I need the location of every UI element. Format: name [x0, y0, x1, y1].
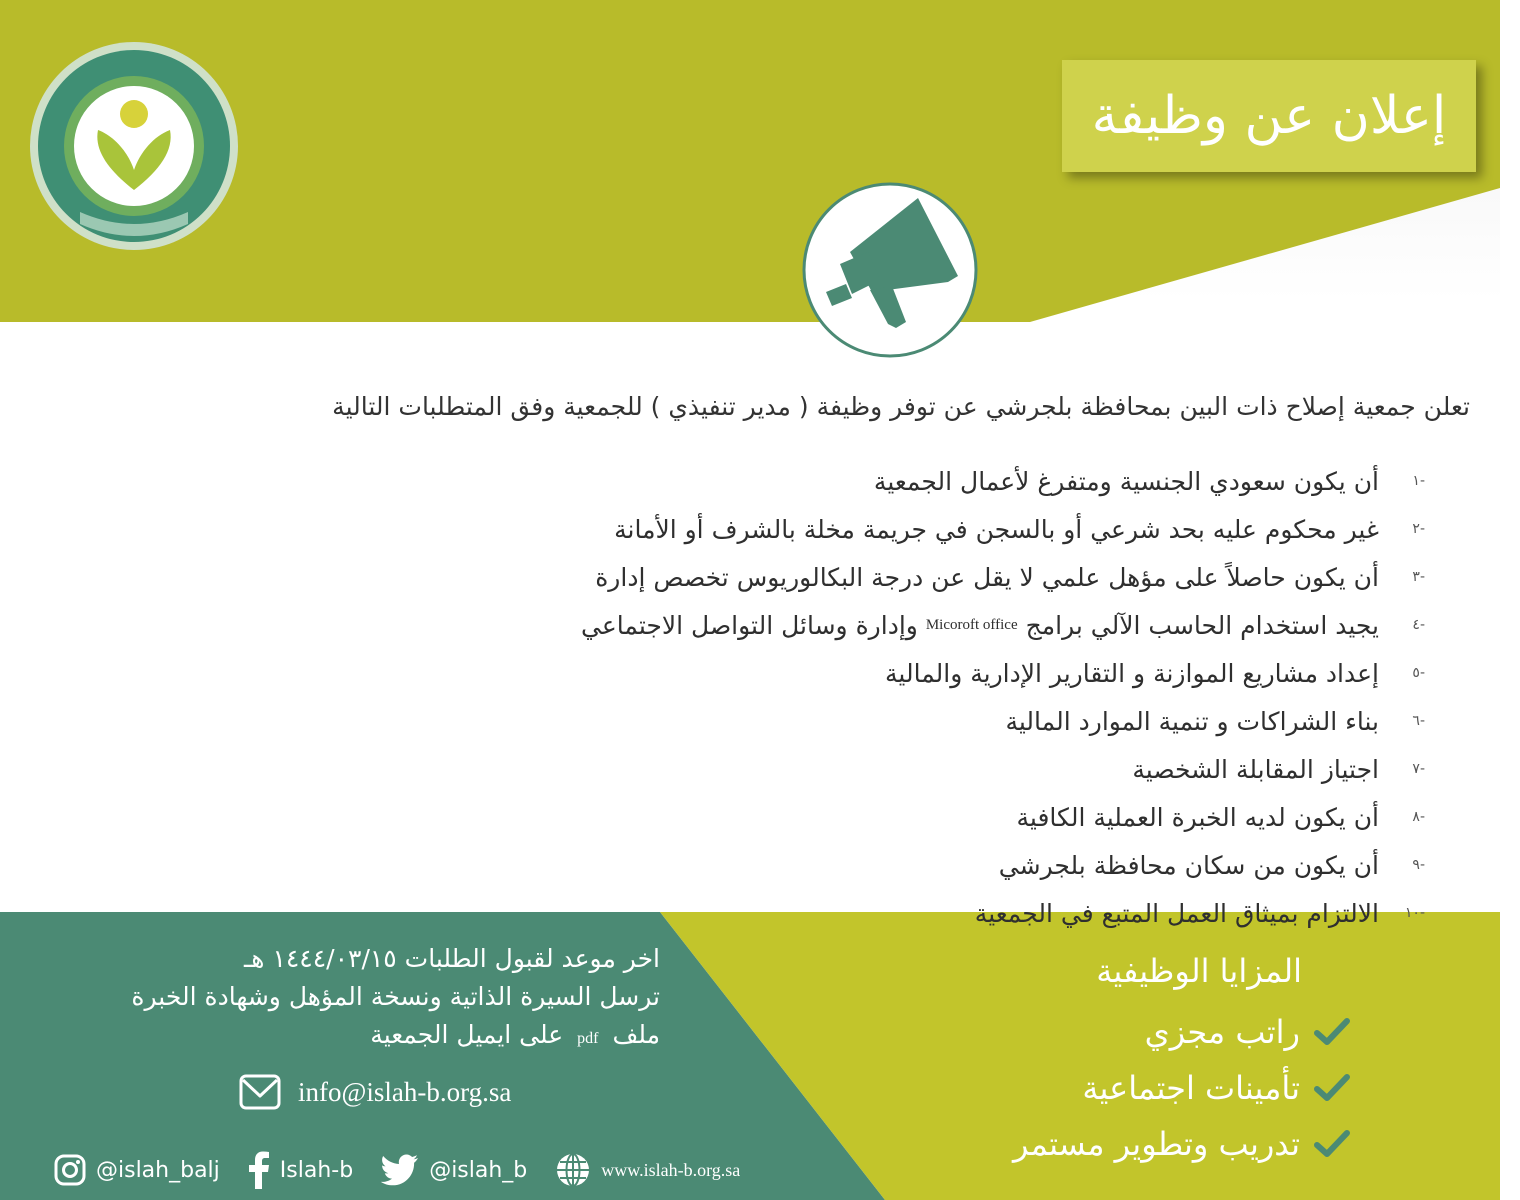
list-item: [581, 697, 1425, 745]
item-number: -٤: [1412, 617, 1425, 633]
item-text-before: يجيد استخدام الحاسب الآلي برامج: [1025, 610, 1379, 640]
item-text: أن يكون حاصلاً على مؤهل علمي لا يقل عن درجة البكالوريوس تخصص إدارة: [595, 562, 1379, 592]
list-item: [581, 457, 1425, 505]
item-number: -٣: [1412, 569, 1425, 585]
benefit-text: تدريب وتطوير مستمر: [1012, 1125, 1300, 1163]
instagram-link[interactable]: [54, 1154, 220, 1186]
benefit-item: [1013, 1004, 1350, 1060]
item-number: -٩: [1412, 857, 1425, 873]
list-item: [581, 649, 1425, 697]
facebook-icon: [248, 1151, 270, 1189]
file-prefix: ملف: [612, 1020, 660, 1049]
item-text: غير محكوم عليه بحد شرعي أو بالسجن في جريمة مخلة بالشرف أو الأمانة: [614, 514, 1379, 544]
item-text: أن يكون لديه الخبرة العملية الكافية: [1016, 802, 1379, 832]
benefit-text: راتب مجزي: [1144, 1013, 1300, 1051]
benefits-title: المزايا الوظيفية: [1096, 952, 1302, 990]
globe-icon: [555, 1152, 591, 1188]
twitter-icon: [381, 1154, 419, 1186]
title-banner: [1062, 60, 1476, 172]
item-number: -١: [1412, 473, 1425, 489]
list-item: [581, 601, 1425, 649]
list-item: [581, 841, 1425, 889]
list-item: [581, 505, 1425, 553]
association-logo: [28, 40, 240, 252]
email-row[interactable]: [238, 1070, 511, 1114]
page-title: إعلان عن وظيفة: [1091, 86, 1447, 146]
send-instructions: ترسل السيرة الذاتية ونسخة المؤهل وشهادة الخبرة: [131, 982, 660, 1011]
megaphone-icon: [800, 180, 980, 360]
email-link[interactable]: info@islah-b.org.sa: [298, 1076, 512, 1107]
item-number: -٨: [1412, 809, 1425, 825]
twitter-handle: @islah_b: [429, 1157, 528, 1183]
facebook-link[interactable]: [248, 1151, 353, 1189]
website-link[interactable]: [555, 1152, 740, 1188]
envelope-icon: [238, 1072, 282, 1112]
list-item: [581, 793, 1425, 841]
instagram-handle: @islah_balj: [96, 1157, 220, 1183]
checkmark-icon: [1314, 1129, 1350, 1159]
benefit-text: تأمينات اجتماعية: [1082, 1069, 1300, 1107]
website-url: www.islah-b.org.sa: [601, 1159, 741, 1180]
list-item: [581, 745, 1425, 793]
item-text: اجتياز المقابلة الشخصية: [1132, 754, 1379, 784]
item-number: -١٠: [1404, 905, 1425, 921]
deadline-text: اخر موعد لقبول الطلبات ١٤٤٤/٠٣/١٥ هـ: [243, 944, 660, 973]
social-links: [54, 1150, 768, 1190]
item-text-latin: Micoroft office: [925, 616, 1018, 633]
benefit-item: [1013, 1060, 1350, 1116]
requirements-list: [581, 457, 1425, 937]
item-number: -٥: [1412, 665, 1425, 681]
instagram-icon: [54, 1154, 86, 1186]
item-text: بناء الشراكات و تنمية الموارد المالية: [1005, 706, 1379, 736]
checkmark-icon: [1314, 1073, 1350, 1103]
intro-text: تعلن جمعية إصلاح ذات البين بمحافظة بلجرشي عن توفر وظيفة ( مدير تنفيذي ) للجمعية وفق المتطلبات التالية: [332, 392, 1470, 421]
item-number: -٧: [1412, 761, 1425, 777]
file-instructions: [131, 1016, 660, 1058]
benefits-section: [1096, 952, 1302, 1004]
file-suffix: على ايميل الجمعية: [370, 1020, 564, 1049]
item-text: إعداد مشاريع الموازنة و التقارير الإدارية والمالية: [885, 658, 1379, 688]
benefit-item: [1013, 1116, 1350, 1172]
item-text: أن يكون سعودي الجنسية ومتفرغ لأعمال الجمعية: [873, 466, 1379, 496]
facebook-handle: Islah-b: [279, 1157, 354, 1183]
twitter-link[interactable]: [381, 1154, 527, 1186]
list-item: [581, 553, 1425, 601]
application-info: [131, 940, 660, 1058]
checkmark-icon: [1314, 1017, 1350, 1047]
file-format: pdf: [577, 1030, 599, 1047]
item-text: الالتزام بميثاق العمل المتبع في الجمعية: [974, 898, 1379, 928]
item-number: -٢: [1412, 521, 1425, 537]
benefits-list: [1013, 1004, 1350, 1172]
item-text-after: وإدارة وسائل التواصل الاجتماعي: [581, 610, 918, 640]
item-text: أن يكون من سكان محافظة بلجرشي: [998, 850, 1379, 880]
list-item: [581, 889, 1425, 937]
item-number: -٦: [1412, 713, 1425, 729]
